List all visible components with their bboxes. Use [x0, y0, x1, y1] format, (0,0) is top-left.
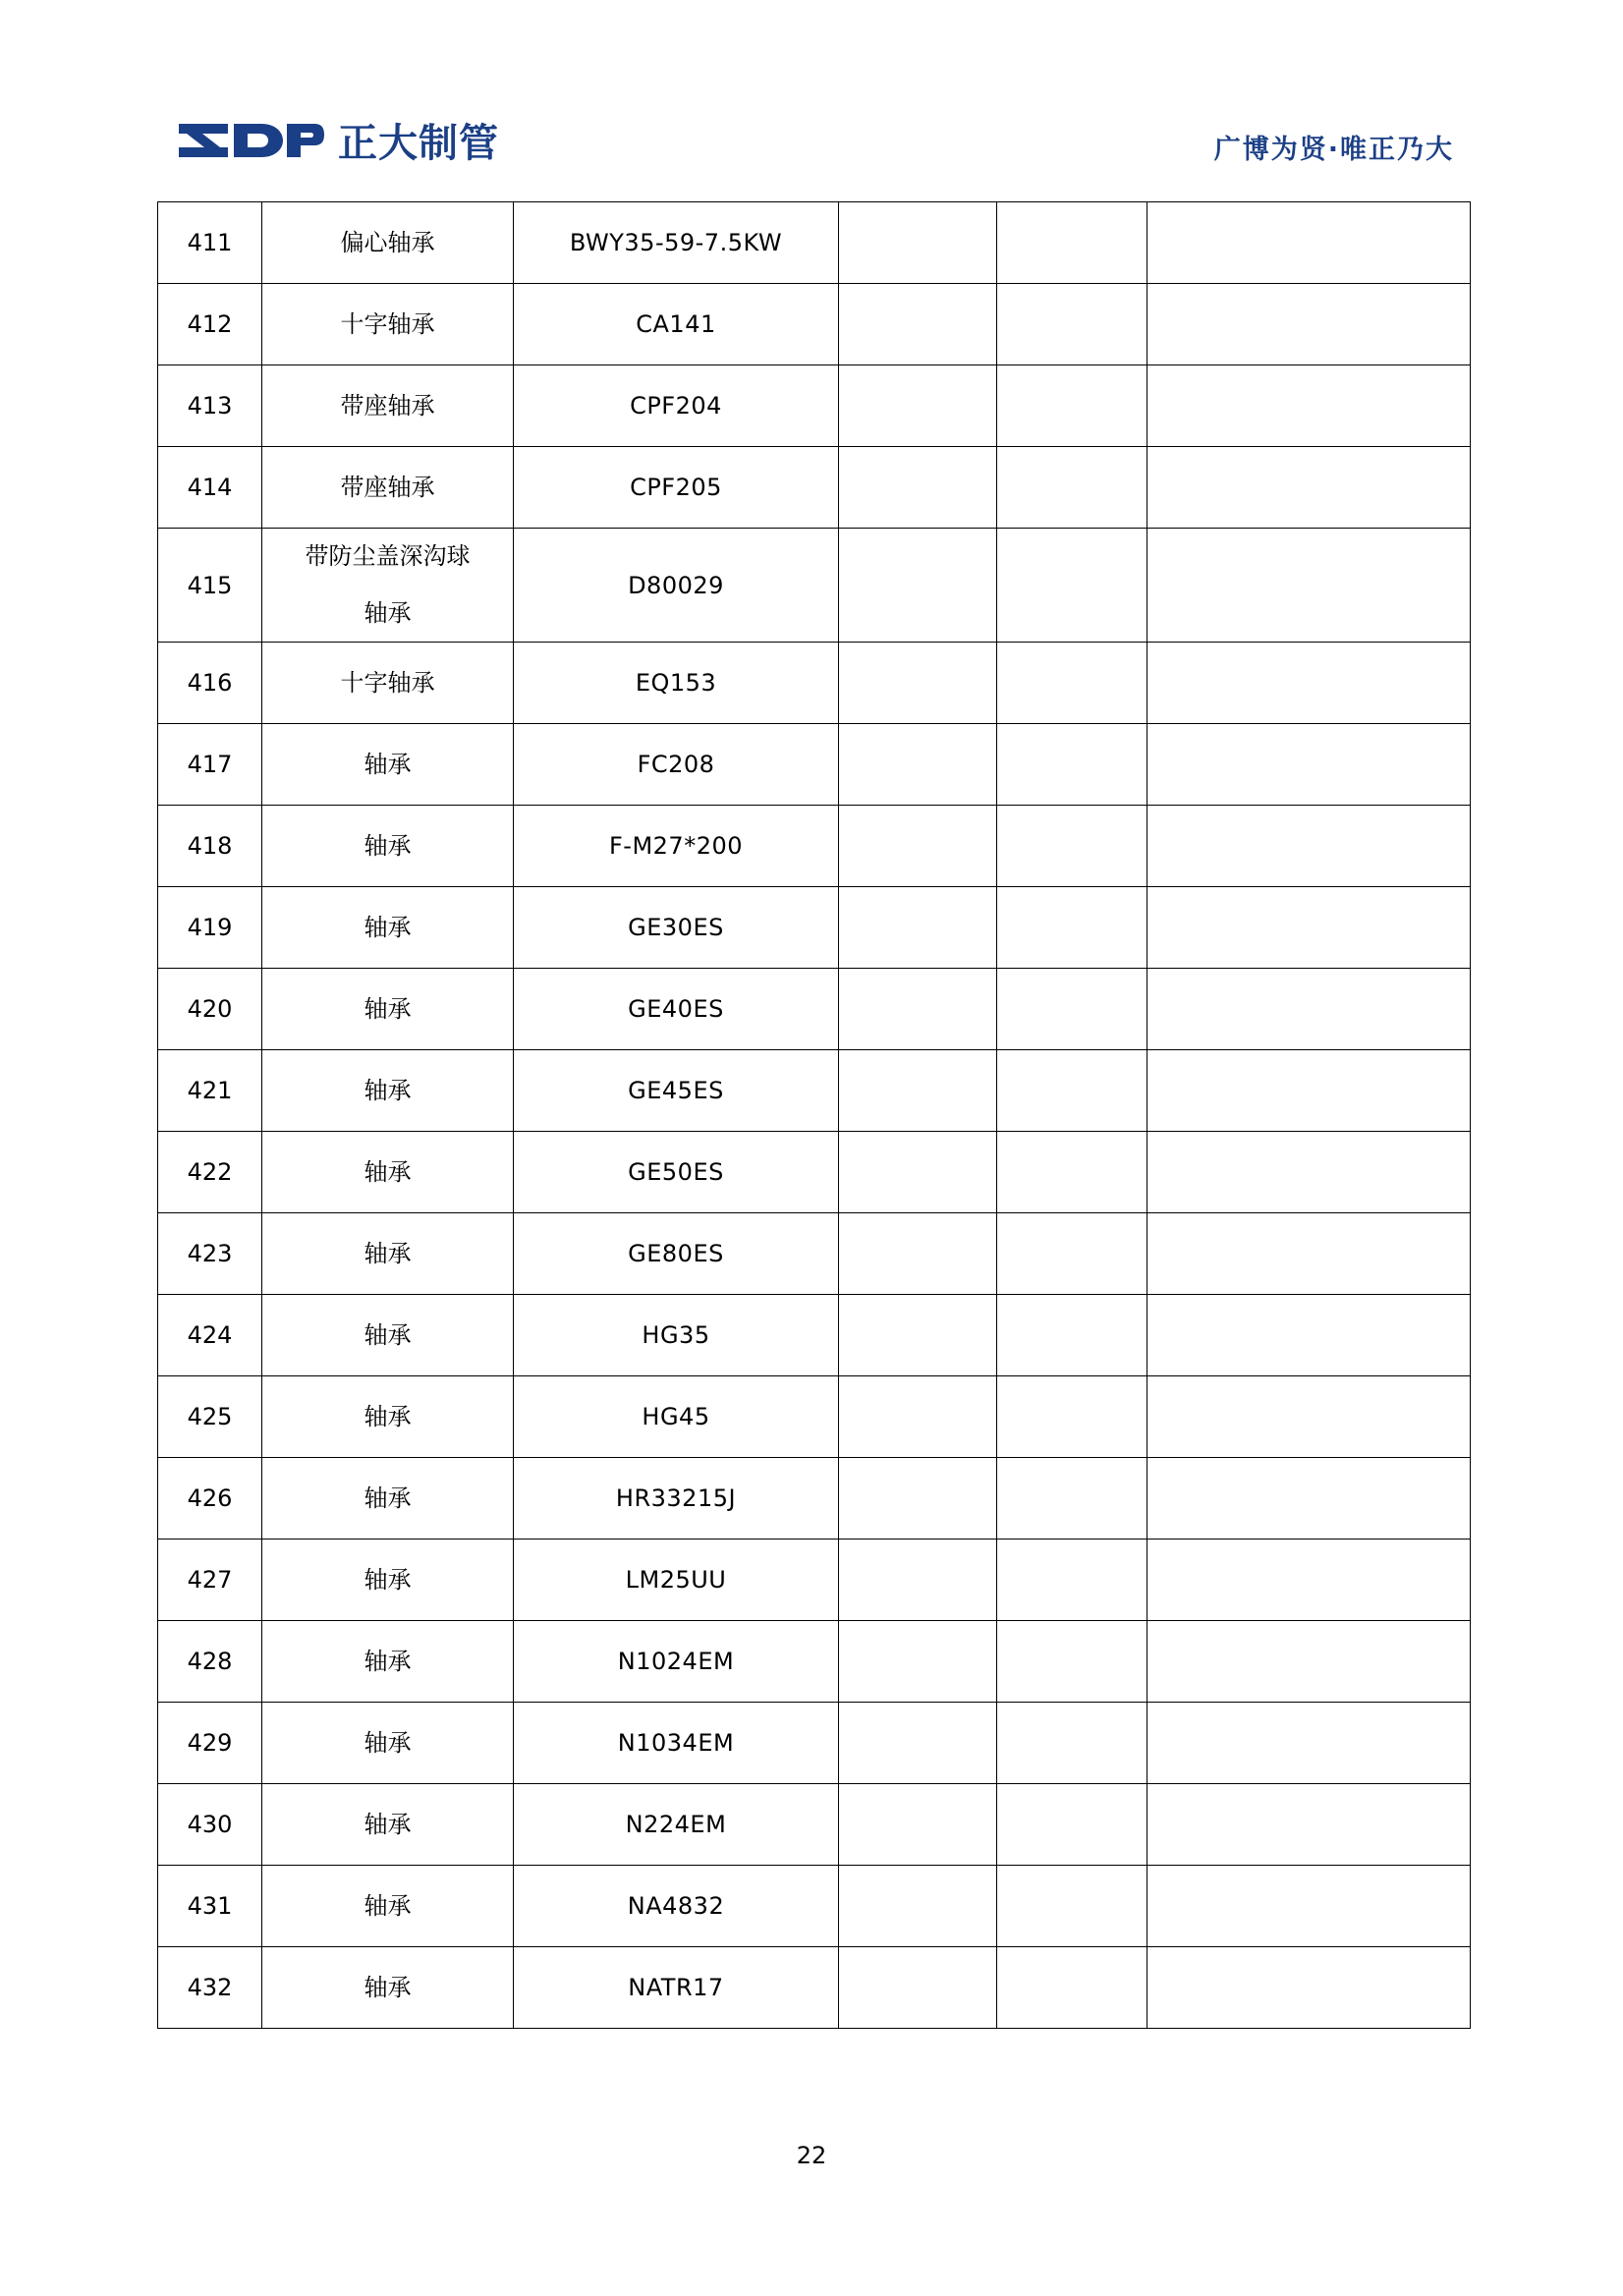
cell-col6: [1147, 1621, 1471, 1703]
cell-no: 432: [158, 1947, 262, 2029]
cell-model: GE50ES: [514, 1132, 839, 1213]
table-row: [158, 365, 1471, 447]
cell-name: 轴承: [262, 1784, 514, 1866]
cell-col5: [997, 529, 1147, 643]
table-row: [158, 806, 1471, 887]
cell-no: 413: [158, 365, 262, 447]
table-row: [158, 887, 1471, 969]
cell-model: HG45: [514, 1376, 839, 1458]
cell-col6: [1147, 724, 1471, 806]
cell-model: CPF205: [514, 447, 839, 529]
cell-model: HR33215J: [514, 1458, 839, 1540]
cell-col6: [1147, 365, 1471, 447]
cell-model: N224EM: [514, 1784, 839, 1866]
cell-col6: [1147, 284, 1471, 365]
table-row: [158, 1132, 1471, 1213]
cell-col5: [997, 202, 1147, 284]
cell-col4: [839, 365, 997, 447]
cell-no: 422: [158, 1132, 262, 1213]
cell-no: 429: [158, 1703, 262, 1784]
cell-col4: [839, 1213, 997, 1295]
cell-model: N1024EM: [514, 1621, 839, 1703]
cell-name: 轴承: [262, 806, 514, 887]
cell-no: 416: [158, 643, 262, 724]
cell-no: 421: [158, 1050, 262, 1132]
cell-col4: [839, 202, 997, 284]
cell-col4: [839, 1050, 997, 1132]
cell-no: 425: [158, 1376, 262, 1458]
cell-col5: [997, 1295, 1147, 1376]
cell-model: BWY35-59-7.5KW: [514, 202, 839, 284]
cell-name: 轴承: [262, 887, 514, 969]
table-row: [158, 724, 1471, 806]
company-slogan: 广博为贤·唯正乃大: [1213, 135, 1454, 165]
table-row: [158, 1458, 1471, 1540]
cell-model: NA4832: [514, 1866, 839, 1947]
cell-no: 431: [158, 1866, 262, 1947]
cell-col5: [997, 643, 1147, 724]
cell-name: 轴承: [262, 1540, 514, 1621]
cell-name: 轴承: [262, 1866, 514, 1947]
cell-model: GE30ES: [514, 887, 839, 969]
cell-name: 轴承: [262, 1213, 514, 1295]
parts-table: [157, 201, 1471, 2029]
cell-col4: [839, 1703, 997, 1784]
cell-col4: [839, 806, 997, 887]
cell-col4: [839, 1376, 997, 1458]
cell-col5: [997, 1458, 1147, 1540]
cell-col6: [1147, 1784, 1471, 1866]
cell-col6: [1147, 1213, 1471, 1295]
cell-col6: [1147, 1132, 1471, 1213]
cell-col5: [997, 1703, 1147, 1784]
cell-col5: [997, 969, 1147, 1050]
cell-col6: [1147, 1295, 1471, 1376]
cell-no: 427: [158, 1540, 262, 1621]
company-name: 正大制管: [338, 120, 499, 166]
table-row: [158, 1621, 1471, 1703]
cell-col6: [1147, 887, 1471, 969]
table-row: [158, 643, 1471, 724]
cell-name: 偏心轴承: [262, 202, 514, 284]
cell-name: 轴承: [262, 1050, 514, 1132]
cell-col6: [1147, 447, 1471, 529]
cell-name: 轴承: [262, 724, 514, 806]
cell-col6: [1147, 1947, 1471, 2029]
cell-col4: [839, 529, 997, 643]
table-row: [158, 1866, 1471, 1947]
cell-col6: [1147, 1540, 1471, 1621]
zdp-logo-icon: [177, 118, 324, 168]
cell-col4: [839, 724, 997, 806]
cell-col6: [1147, 529, 1471, 643]
cell-col4: [839, 1947, 997, 2029]
cell-no: 411: [158, 202, 262, 284]
cell-no: 415: [158, 529, 262, 643]
table-row: [158, 284, 1471, 365]
cell-name: 轴承: [262, 1947, 514, 2029]
cell-col6: [1147, 1376, 1471, 1458]
table-row: [158, 447, 1471, 529]
cell-model: NATR17: [514, 1947, 839, 2029]
cell-col6: [1147, 1703, 1471, 1784]
cell-col5: [997, 365, 1147, 447]
cell-model: CPF204: [514, 365, 839, 447]
cell-col5: [997, 1132, 1147, 1213]
table-row: [158, 1947, 1471, 2029]
cell-no: 426: [158, 1458, 262, 1540]
cell-col6: [1147, 1458, 1471, 1540]
cell-col4: [839, 284, 997, 365]
cell-col5: [997, 284, 1147, 365]
cell-col5: [997, 1784, 1147, 1866]
company-logo: [177, 118, 499, 168]
cell-name-line1: 带防尘盖深沟球: [305, 542, 471, 570]
cell-model: N1034EM: [514, 1703, 839, 1784]
cell-no: 423: [158, 1213, 262, 1295]
cell-col6: [1147, 202, 1471, 284]
cell-col5: [997, 887, 1147, 969]
cell-col4: [839, 1866, 997, 1947]
cell-model: EQ153: [514, 643, 839, 724]
cell-name: 轴承: [262, 969, 514, 1050]
cell-col4: [839, 1295, 997, 1376]
cell-name: 轴承: [262, 1376, 514, 1458]
cell-col5: [997, 1540, 1147, 1621]
cell-col4: [839, 969, 997, 1050]
cell-name: 十字轴承: [262, 643, 514, 724]
cell-col6: [1147, 1866, 1471, 1947]
cell-model: HG35: [514, 1295, 839, 1376]
page-header: [177, 118, 1454, 187]
cell-name: 十字轴承: [262, 284, 514, 365]
cell-col4: [839, 1458, 997, 1540]
table-row: [158, 529, 1471, 643]
cell-col5: [997, 1050, 1147, 1132]
table-row: [158, 1784, 1471, 1866]
table-row: [158, 1703, 1471, 1784]
cell-name: 轴承: [262, 1458, 514, 1540]
cell-model: GE45ES: [514, 1050, 839, 1132]
cell-name: [262, 529, 514, 643]
table-row: [158, 202, 1471, 284]
cell-model: F-M27*200: [514, 806, 839, 887]
cell-model: FC208: [514, 724, 839, 806]
cell-col5: [997, 1621, 1147, 1703]
table-row: [158, 1213, 1471, 1295]
parts-table-wrapper: [157, 201, 1464, 2029]
cell-model: D80029: [514, 529, 839, 643]
table-row: [158, 1050, 1471, 1132]
cell-model: GE40ES: [514, 969, 839, 1050]
table-row: [158, 1295, 1471, 1376]
cell-name: 带座轴承: [262, 447, 514, 529]
cell-col4: [839, 1621, 997, 1703]
cell-model: CA141: [514, 284, 839, 365]
table-row: [158, 969, 1471, 1050]
cell-no: 417: [158, 724, 262, 806]
table-row: [158, 1376, 1471, 1458]
cell-col4: [839, 1540, 997, 1621]
cell-col5: [997, 1947, 1147, 2029]
cell-col6: [1147, 806, 1471, 887]
cell-col6: [1147, 1050, 1471, 1132]
cell-col4: [839, 643, 997, 724]
cell-name-line2: 轴承: [364, 598, 412, 627]
cell-col4: [839, 887, 997, 969]
cell-no: 412: [158, 284, 262, 365]
cell-no: 414: [158, 447, 262, 529]
cell-col4: [839, 447, 997, 529]
cell-col5: [997, 1376, 1147, 1458]
cell-col6: [1147, 643, 1471, 724]
table-row: [158, 1540, 1471, 1621]
page-number: 22: [796, 2142, 827, 2169]
cell-col5: [997, 806, 1147, 887]
parts-table-body: [158, 202, 1471, 2029]
cell-no: 420: [158, 969, 262, 1050]
cell-no: 424: [158, 1295, 262, 1376]
cell-name: 轴承: [262, 1703, 514, 1784]
cell-col5: [997, 1213, 1147, 1295]
cell-name: 轴承: [262, 1132, 514, 1213]
cell-name: 轴承: [262, 1621, 514, 1703]
cell-col5: [997, 1866, 1147, 1947]
cell-model: GE80ES: [514, 1213, 839, 1295]
cell-col5: [997, 447, 1147, 529]
cell-col4: [839, 1784, 997, 1866]
cell-col4: [839, 1132, 997, 1213]
cell-col5: [997, 724, 1147, 806]
cell-model: LM25UU: [514, 1540, 839, 1621]
cell-name: 轴承: [262, 1295, 514, 1376]
cell-no: 430: [158, 1784, 262, 1866]
cell-col6: [1147, 969, 1471, 1050]
cell-no: 428: [158, 1621, 262, 1703]
cell-name: 带座轴承: [262, 365, 514, 447]
cell-no: 419: [158, 887, 262, 969]
cell-no: 418: [158, 806, 262, 887]
